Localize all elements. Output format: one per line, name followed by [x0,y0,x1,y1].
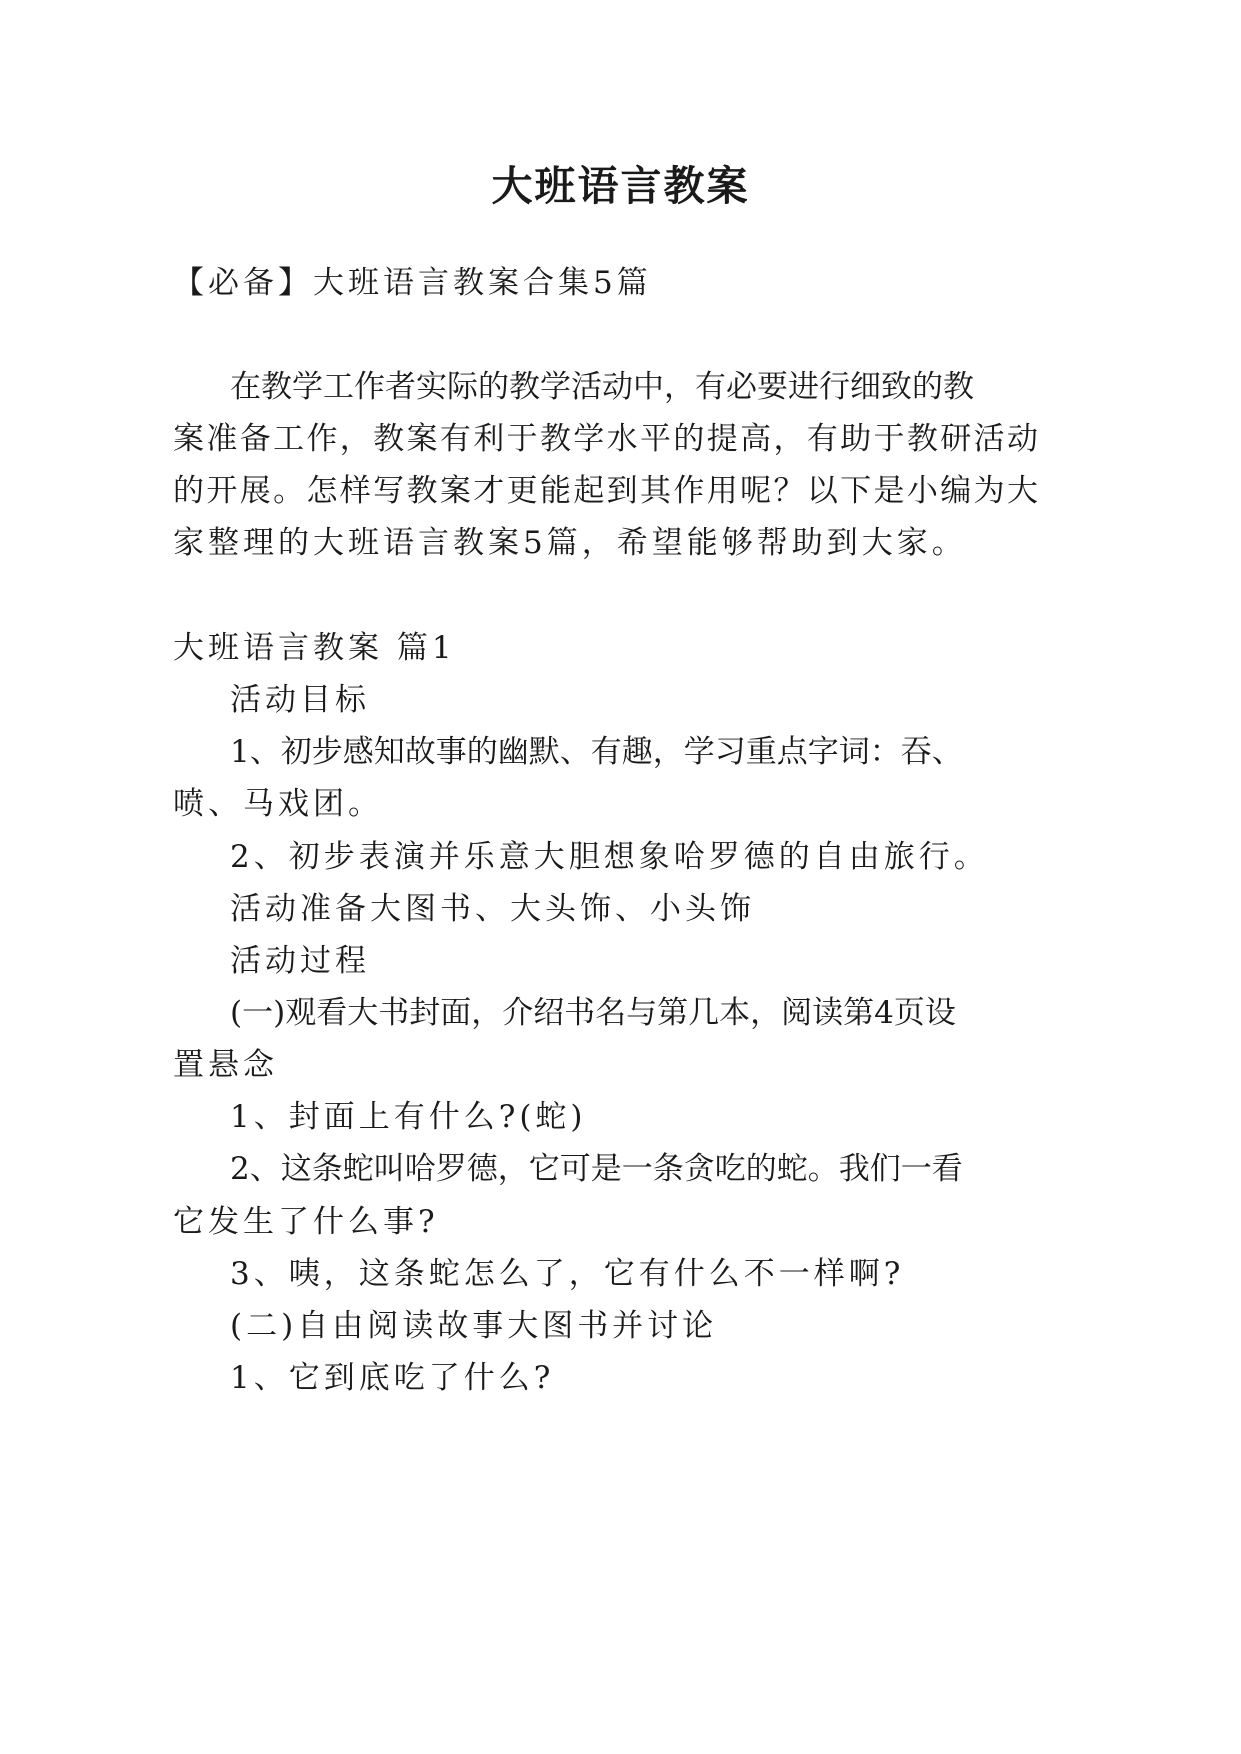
body-line: 1、封面上有什么?(蛇) [230,1099,587,1135]
body-line: 活动过程 [230,943,370,979]
intro-line: 案准备工作，教案有利于教学水平的提高，有助于教研活动 [173,421,1038,457]
document-subtitle: 【必备】大班语言教案合集5篇 [173,265,652,301]
document-title: 大班语言教案 [491,162,750,210]
body-line: 置悬念 [173,1047,278,1083]
intro-line: 家整理的大班语言教案5篇，希望能够帮助到大家。 [173,525,967,561]
body-line: 活动准备大图书、大头饰、小头饰 [230,891,755,927]
body-line: 2、这条蛇叫哈罗德，它可是一条贪吃的蛇。我们一看 [230,1151,963,1187]
section-heading: 大班语言教案 篇1 [173,630,456,666]
body-line: 3、咦，这条蛇怎么了，它有什么不一样啊? [230,1256,905,1292]
body-line: 喷、马戏团。 [173,786,383,822]
intro-line: 的开展。怎样写教案才更能起到其作用呢？以下是小编为大 [173,473,1038,509]
body-line: 1、它到底吃了什么? [230,1360,555,1396]
intro-line: 在教学工作者实际的教学活动中，有必要进行细致的教 [230,369,974,405]
body-line: (二)自由阅读故事大图书并讨论 [230,1308,718,1344]
body-line: 它发生了什么事? [173,1204,439,1240]
body-line: 1、初步感知故事的幽默、有趣，学习重点字词：吞、 [230,734,963,770]
body-line: 活动目标 [230,682,370,718]
body-line: (一)观看大书封面，介绍书名与第几本，阅读第4页设 [230,995,956,1031]
body-line: 2、初步表演并乐意大胆想象哈罗德的自由旅行。 [230,839,989,875]
